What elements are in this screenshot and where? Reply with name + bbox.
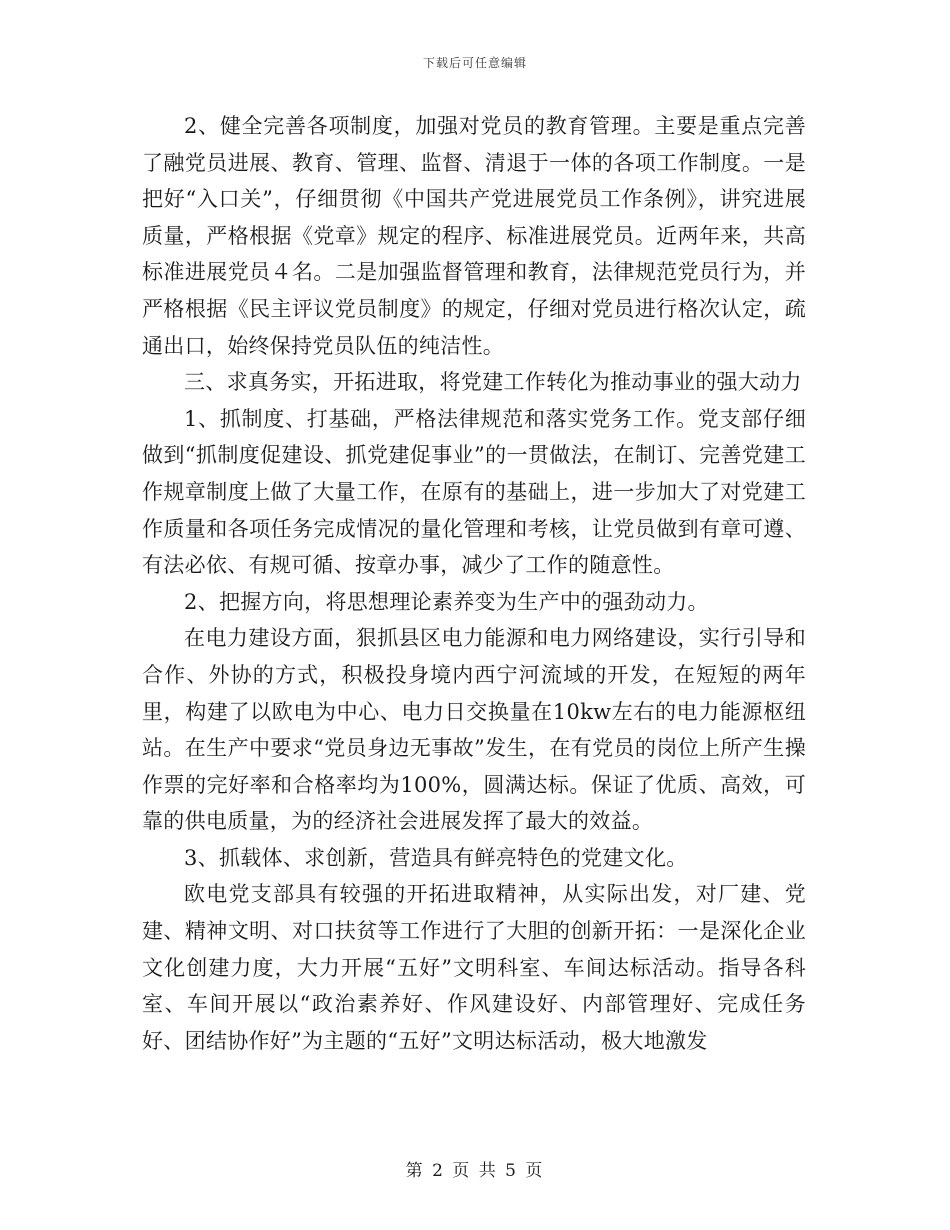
paragraph-strengthen-education: 2、健全完善各项制度，加强对党员的教育管理。主要是重点完善了融党员进展、教育、管理、监督、清退于一体的各项工作制度。一是把好“入口关”，仔细贯彻《中国共产党进展党员工作条例》，讲究进展质量，严格根据《党章》规定的程序、标准进展党员。近两年来，共高标准进展党员４名。二是加强监督管理和教育，法律规范党员行为，并严格根据《民主评议党员制度》的规定，仔细对党员进行格次认定，疏通出口，始终保持党员队伍的纯洁性。 bbox=[142, 114, 806, 358]
paragraph-carrier-innovation: 3、抓载体、求创新，营造具有鲜亮特色的党建文化。 bbox=[184, 845, 688, 870]
document-body bbox=[142, 108, 806, 1059]
paragraph-power-construction: 在电力建设方面，狠抓县区电力能源和电力网络建设，实行引导和合作、外协的方式，积极投身境内西宁河流域的开发，在短短的两年里，构建了以欧电为中心、电力日交换量在10kw左右的电力能源枢纽站。在生产中要求“党员身边无事故”发生，在有党员的岗位上所产生操作票的完好率和合格率均为100%，圆满达标。保证了优质、高效，可靠的供电质量，为的经济社会进展发挥了最大的效益。 bbox=[142, 626, 806, 834]
page-number: 第 2 页 共 5 页 bbox=[405, 1161, 545, 1181]
paragraph-grasp-direction: 2、把握方向，将思想理论素养变为生产中的强劲动力。 bbox=[184, 589, 709, 614]
section-heading-three: 三、求真务实，开拓进取，将党建工作转化为推动事业的强大动力 bbox=[184, 370, 802, 395]
paragraph-party-branch-spirit: 欧电党支部具有较强的开拓进取精神，从实际出发，对厂建、党建、精神文明、对口扶贫等工作进行了大胆的创新开拓：一是深化企业文化创建力度，大力开展“五好”文明科室、车间达标活动。指导各科室、车间开展以“政治素养好、作风建设好、内部管理好、完成任务好、团结协作好”为主题的“五好”文明达标活动，极大地激发 bbox=[142, 882, 806, 1053]
page-header: 下载后可任意编辑 bbox=[422, 56, 527, 70]
paragraph-system-foundation: 1、抓制度、打基础，严格法律规范和落实党务工作。党支部仔细做到“抓制度促建设、抓党建促事业”的一贯做法，在制订、完善党建工作规章制度上做了大量工作，在原有的基础上，进一步加大了对党建工作质量和各项任务完成情况的量化管理和考核，让党员做到有章可遵、有法必依、有规可循、按章办事，减少了工作的随意性。 bbox=[142, 406, 806, 578]
